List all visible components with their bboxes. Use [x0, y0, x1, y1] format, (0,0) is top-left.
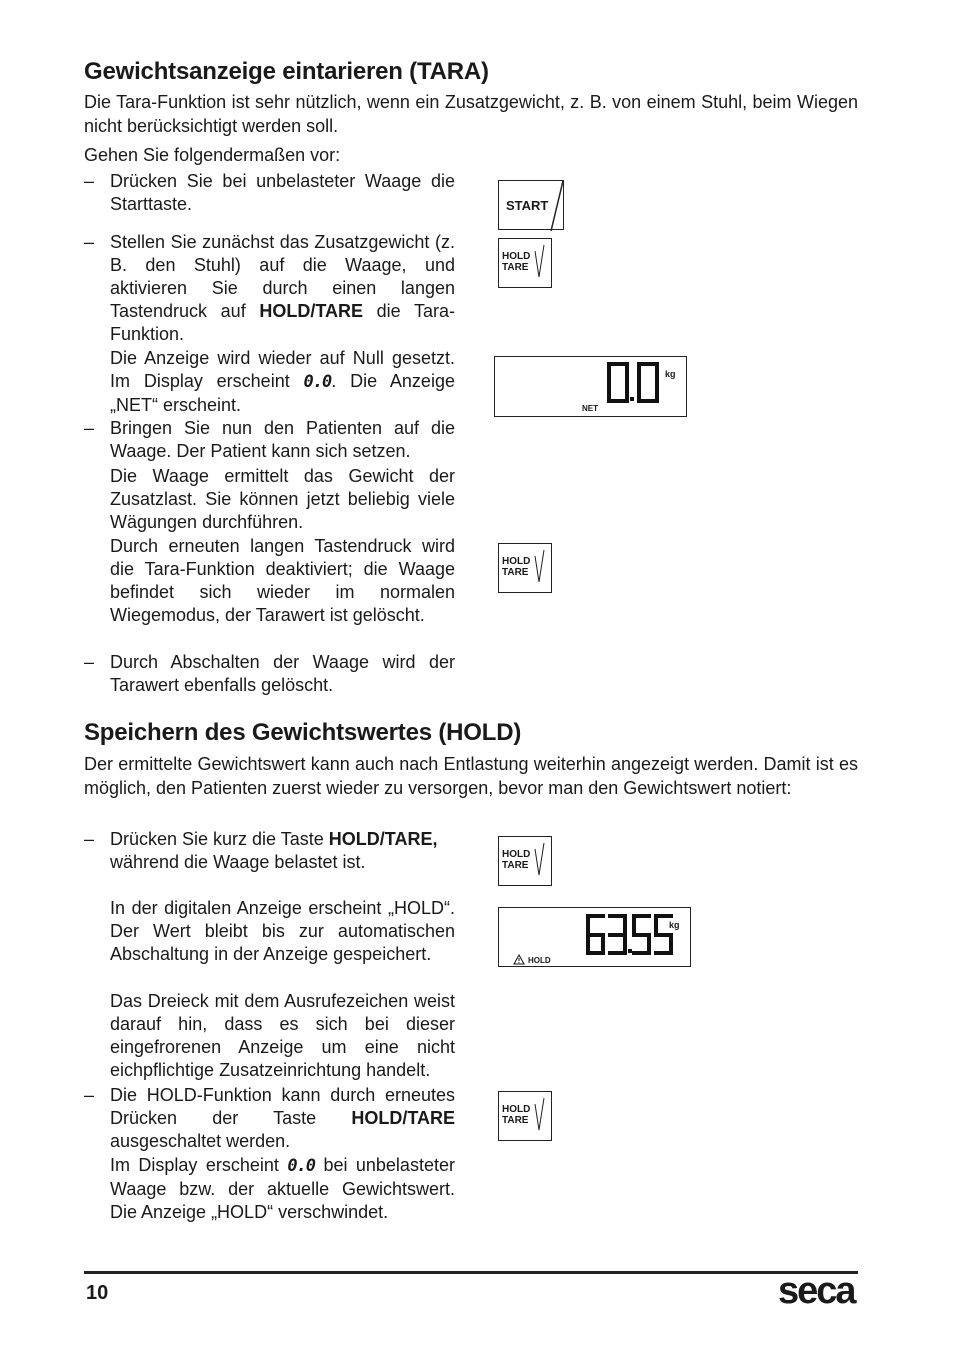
- hold-step-1-part-b: während die Waage belastet ist.: [110, 852, 366, 872]
- tare-label: TARE: [502, 567, 529, 578]
- tara-step-2-text: [110, 231, 455, 346]
- hold-step-2-part-b: ausgeschaltet werden.: [110, 1131, 291, 1151]
- hold-display: [498, 907, 691, 967]
- hold-step-2-part-a: Die HOLD-Funktion kann durch erneutes Drücken der Taste: [110, 1085, 455, 1128]
- tara-step-3-text: Bringen Sie nun den Patienten auf die Waage. Der Patient kann sich setzen.: [110, 418, 455, 461]
- bullet-dash: –: [84, 652, 95, 672]
- tara-step-3-deactivate: Durch erneuten langen Tastendruck wird die Tara-Funktion deaktiviert; die Waage befindet sich wieder im normalen Wiegemodus, der Tarawert ist gelöscht.: [110, 536, 455, 625]
- hold-tare-keyword: HOLD/TARE,: [328, 829, 438, 849]
- bullet-dash: –: [84, 171, 95, 191]
- tara-step-2-result-b: . Die Anzeige „NET“ erscheint.: [110, 371, 455, 415]
- start-button-label: START: [506, 198, 549, 213]
- hold-label: HOLD: [502, 849, 531, 860]
- tara-step-2-part-b: die Tara-Funktion.: [110, 301, 455, 344]
- hold-step-2-result-a: Im Display erscheint: [110, 1155, 279, 1175]
- bullet-dash: –: [84, 1085, 95, 1105]
- start-button[interactable]: [498, 180, 564, 230]
- hold-tare-keyword: HOLD/TARE: [259, 301, 364, 321]
- tara-lead: Gehen Sie folgendermaßen vor:: [84, 145, 341, 165]
- hold-step-2-result: [110, 1154, 455, 1224]
- hold-tare-button[interactable]: [498, 836, 552, 886]
- hold-intro: Der ermittelte Gewichtswert kann auch nach Entlastung weiterhin angezeigt werden. Damit ist es möglich, den Patienten zuerst wieder zu versorgen, bevor man den Gewichtswert notiert:: [84, 754, 858, 798]
- tara-step-1: [84, 170, 455, 216]
- tara-step-3-detail: Die Waage ermittelt das Gewicht der Zusatzlast. Sie können jetzt beliebig viele Wägungen durchführen.: [110, 466, 455, 532]
- tara-step-4: [84, 651, 455, 697]
- net-indicator: NET: [582, 404, 598, 413]
- tara-step-3: [84, 417, 455, 463]
- button-wedge-icon: [499, 1092, 553, 1142]
- button-wedge-icon: [499, 837, 553, 887]
- tara-step-4-text: Durch Abschalten der Waage wird der Tarawert ebenfalls gelöscht.: [110, 652, 455, 695]
- net-display: [494, 356, 687, 417]
- hold-step-2-text: [110, 1084, 455, 1153]
- tara-step-2-result-a: Die Anzeige wird wieder auf Null gesetzt. Im Display erscheint: [110, 348, 455, 391]
- bullet-dash: –: [84, 232, 95, 252]
- tara-intro: Die Tara-Funktion ist sehr nützlich, wenn ein Zusatzgewicht, z. B. von einem Stuhl, beim Wiegen nicht berücksichtigt werden soll.: [84, 92, 858, 136]
- hold-tare-button[interactable]: [498, 1091, 552, 1141]
- hold-step-2-result-b: bei unbelasteter Waage bzw. der aktuelle Gewichtswert. Die Anzeige „HOLD“ verschwindet.: [110, 1155, 455, 1222]
- button-wedge-icon: [499, 239, 553, 289]
- tara-step-2-part-a: Stellen Sie zunächst das Zusatzgewicht (z. B. den Stuhl) auf die Waage, und aktivieren Sie durch einen langen Tastendruck auf: [110, 232, 455, 321]
- tare-label: TARE: [502, 860, 529, 871]
- hold-tare-button[interactable]: [498, 238, 552, 288]
- unit-label: kg: [669, 920, 680, 930]
- button-wedge-icon: [499, 544, 553, 594]
- seca-logo: seca: [778, 1270, 855, 1312]
- section-heading-hold: Speichern des Gewichtswertes (HOLD): [84, 719, 522, 746]
- hold-label: HOLD: [502, 1104, 531, 1115]
- hold-tare-button[interactable]: [498, 543, 552, 593]
- tara-step-2-result: [110, 347, 455, 417]
- tare-label: TARE: [502, 1115, 529, 1126]
- hold-step-1-text: [110, 828, 455, 874]
- hold-step-1-part-a: Drücken Sie kurz die Taste: [110, 829, 324, 849]
- footer-rule: [84, 1271, 858, 1274]
- hold-indicator: HOLD: [528, 956, 551, 965]
- hold-step-1: [84, 828, 455, 874]
- bullet-dash: –: [84, 418, 95, 438]
- tara-step-2: [84, 231, 455, 346]
- tare-label: TARE: [502, 262, 529, 273]
- hold-label: HOLD: [502, 251, 531, 262]
- hold-step-2: [84, 1084, 455, 1153]
- section-heading-tara: Gewichtsanzeige eintarieren (TARA): [84, 58, 489, 85]
- hold-step-1-warning-note: Das Dreieck mit dem Ausrufezeichen weist darauf hin, dass es sich bei dieser eingefrorenen Anzeige um eine nicht eichpflichtige Zusatzeinrichtung handelt.: [110, 991, 455, 1080]
- hold-label: HOLD: [502, 556, 531, 567]
- button-slash-icon: [499, 181, 565, 231]
- hold-step-1-detail: In der digitalen Anzeige erscheint „HOLD“. Der Wert bleibt bis zur automatischen Abschaltung in der Anzeige gespeichert.: [110, 898, 455, 964]
- unit-label: kg: [665, 369, 676, 379]
- tara-step-1-text: Drücken Sie bei unbelasteter Waage die Starttaste.: [110, 171, 455, 214]
- lcd-zero-inline: 0.0: [303, 372, 332, 392]
- bullet-dash: –: [84, 829, 95, 849]
- warning-triangle-icon: [513, 954, 525, 965]
- hold-tare-keyword: HOLD/TARE: [351, 1108, 455, 1128]
- page-number: 10: [86, 1282, 109, 1304]
- lcd-zero-inline: 0.0: [287, 1156, 316, 1176]
